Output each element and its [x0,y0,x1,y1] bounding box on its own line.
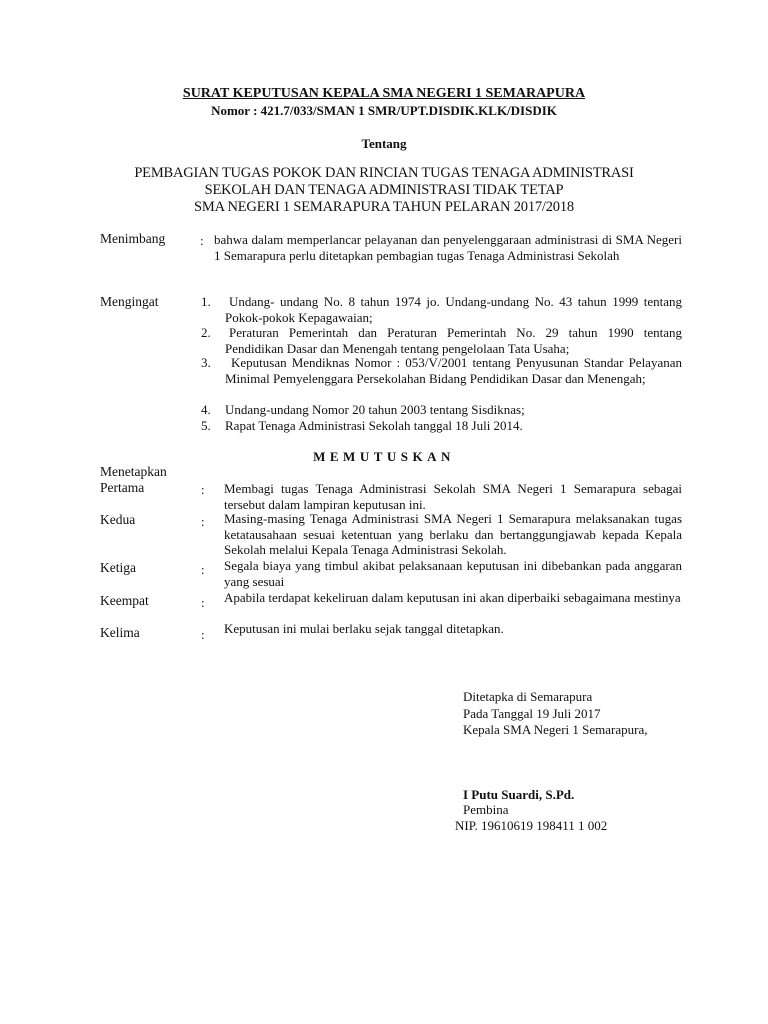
decision-colon: : [201,514,205,529]
mengingat-number: 3. [201,355,211,370]
decision-label-kedua: Kedua [100,512,136,527]
menimbang-label: Menimbang [100,231,166,246]
mengingat-item: Keputusan Mendiknas Nomor : 053/V/2001 tentang Penyusunan Standar Pelayanan Minimal Pemyelenggara Persekolahan Bidang Pendidikan Dasar dan Menengah; [225,355,682,386]
mengingat-item: Undang- undang No. 8 tahun 1974 jo. Undang-undang No. 43 tahun 1999 tentang Pokok-pokok Kepagawaian; [225,294,682,325]
mengingat-label: Mengingat [100,294,159,309]
decision-colon: : [201,627,205,642]
signatory-nip: NIP. 19610619 198411 1 002 [455,818,608,833]
signature-date: Pada Tanggal 19 Juli 2017 [463,706,601,721]
decision-label-pertama: Pertama [100,480,145,495]
signatory-name: I Putu Suardi, S.Pd. [463,787,575,802]
document-title: SURAT KEPUTUSAN KEPALA SMA NEGERI 1 SEMARAPURA [182,86,586,101]
mengingat-number: 2. [201,325,211,340]
decision-text: Masing-masing Tenaga Administrasi SMA Negeri 1 Semarapura melaksanakan tugas ketatausahaan sesuai ketentuan yang berlaku dan bertanggungjawab kepada Kepala Sekolah melalui Kepala Tenaga Administrasi Sekolah. [224,511,682,557]
signature-place: Ditetapka di Semarapura [463,689,593,704]
menimbang-text: bahwa dalam memperlancar pelayanan dan penyelenggaraan administrasi di SMA Negeri 1 Semarapura perlu ditetapkan pembagian tugas Tenaga Administrasi Sekolah [214,232,682,263]
signature-position: Kepala SMA Negeri 1 Semarapura, [463,722,648,737]
decision-label-ketiga: Ketiga [100,560,136,575]
mengingat-number: 4. [201,402,211,417]
menetapkan-label: Menetapkan [100,464,167,479]
menimbang-colon: : [200,233,204,248]
subject-line-2: SEKOLAH DAN TENAGA ADMINISTRASI TIDAK TETAP [204,182,564,198]
subject-line-3: SMA NEGERI 1 SEMARAPURA TAHUN PELARAN 2017/2018 [194,199,574,215]
mengingat-item: Rapat Tenaga Administrasi Sekolah tanggal 18 Juli 2014. [225,418,523,433]
mengingat-item: Undang-undang Nomor 20 tahun 2003 tentang Sisdiknas; [225,402,525,417]
decision-colon: : [201,595,205,610]
subject-line-1: PEMBAGIAN TUGAS POKOK DAN RINCIAN TUGAS TENAGA ADMINISTRASI [134,165,634,181]
tentang-heading: Tentang [361,136,407,151]
memutuskan-heading: MEMUTUSKAN [313,449,455,464]
decision-text: Apabila terdapat kekeliruan dalam keputusan ini akan diperbaiki sebagaimana mestinya [224,590,681,605]
document-number: Nomor : 421.7/033/SMAN 1 SMR/UPT.DISDIK.KLK/DISDIK [211,103,557,118]
decision-colon: : [201,482,205,497]
decision-text: Keputusan ini mulai berlaku sejak tanggal ditetapkan. [224,621,504,636]
mengingat-number: 1. [201,294,211,309]
decision-label-kelima: Kelima [100,625,140,640]
mengingat-number: 5. [201,418,211,433]
decision-label-keempat: Keempat [100,593,149,608]
decision-colon: : [201,562,205,577]
decision-text: Segala biaya yang timbul akibat pelaksanaan keputusan ini dibebankan pada anggaran yang sesuai [224,558,682,589]
decision-text: Membagi tugas Tenaga Administrasi Sekolah SMA Negeri 1 Semarapura sebagai tersebut dalam lampiran keputusan ini. [224,481,682,512]
signatory-rank: Pembina [463,802,509,817]
mengingat-item: Peraturan Pemerintah dan Peraturan Pemerintah No. 29 tahun 1990 tentang Pendidikan Dasar dan Menengah tentang pengelolaan Tata Usaha; [225,325,682,356]
